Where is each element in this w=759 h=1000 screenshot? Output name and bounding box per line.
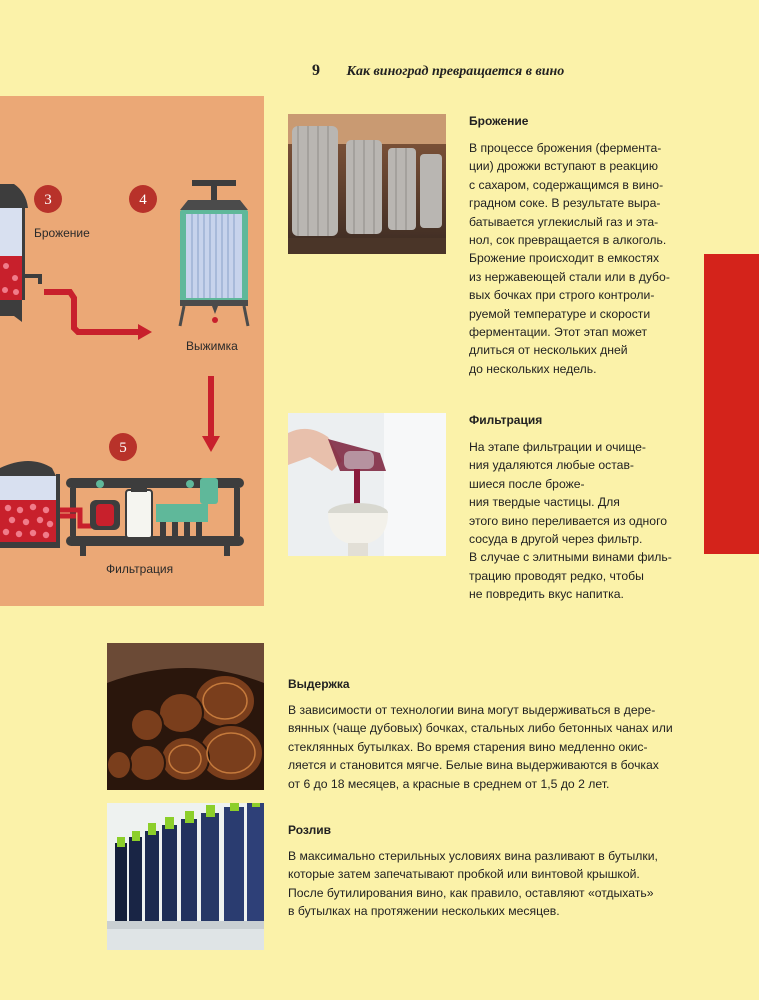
text-line: В максимально стерильных условиях вина разливают в бутылки, <box>288 849 658 863</box>
text-line: вых бочках при строго контроли- <box>469 288 655 303</box>
section-body-bottling <box>288 847 658 921</box>
wine-barrels-photo <box>107 643 264 790</box>
text-line: от 6 до 18 месяцев, а красные в среднем от 1,5 до 2 лет. <box>288 776 610 791</box>
step-5-label: Фильтрация <box>106 562 174 576</box>
text-line: ния удаляются любые остав- <box>469 458 634 473</box>
section-body-aging <box>288 701 673 793</box>
text-line: В случае с элитными винами филь- <box>469 550 672 565</box>
text-line: После бутилирования вино, как правило, оставляют «отдыхать» <box>288 885 654 900</box>
text-line: руемой температуре и скорости <box>469 306 651 321</box>
page-header <box>312 62 564 80</box>
text-line: Брожение происходит в емкостях <box>469 251 660 266</box>
text-line: до нескольких недель. <box>469 361 597 376</box>
text-line: из нержавеющей стали или в дубо- <box>469 269 670 284</box>
wine-press-icon <box>180 180 248 326</box>
section-title-filtration: Фильтрация <box>469 413 543 427</box>
text-line: с сахаром, содержащимся в вино- <box>469 177 664 192</box>
section-title-aging: Выдержка <box>288 677 350 691</box>
text-line: ферментации. Этот этап может <box>469 325 648 340</box>
text-line: батывается углекислый газ и эта- <box>469 214 659 229</box>
text-line: в бутылках на протяжении нескольких месяцев. <box>288 904 560 919</box>
text-line: длиться от нескольких дней <box>469 343 628 358</box>
storage-tank-icon <box>0 461 60 548</box>
filter-machine-icon <box>60 478 244 556</box>
text-line: ния твердые частицы. Для <box>469 495 620 510</box>
pouring-wine-photo <box>288 413 446 556</box>
step-4-number: 4 <box>139 192 147 208</box>
section-body-fermentation <box>469 139 670 378</box>
text-line: градном соке. В результате выра- <box>469 196 661 211</box>
bottling-line-photo <box>107 803 264 950</box>
chapter-tab-marker <box>704 254 759 554</box>
text-line: В процессе брожения (фермента- <box>469 141 662 155</box>
text-line: трацию проводят редко, чтобы <box>469 568 644 583</box>
text-line: которые затем запечатывают пробкой или винтовой крышкой. <box>288 867 640 882</box>
pipe-arrow-icon <box>44 292 138 332</box>
text-line: не повредить вкус напитка. <box>469 587 624 602</box>
text-line: вянных (чаще дубовых) бочках, стальных либо бетонных чанах или <box>288 721 673 736</box>
text-line: ции) дрожжи вступают в реакцию <box>469 159 658 174</box>
step-3-label: Брожение <box>34 226 90 240</box>
text-line: нол, сок превращается в алкоголь. <box>469 233 667 248</box>
text-line: ляется и становится мягче. Белые вина выдерживаются в бочках <box>288 758 659 773</box>
step-4-label: Выжимка <box>186 339 238 353</box>
text-line: этого вино переливается из одного <box>469 513 668 528</box>
text-line: сосуда в другой через фильтр. <box>469 532 643 547</box>
page-number: 9 <box>312 62 320 79</box>
section-title-fermentation: Брожение <box>469 114 529 128</box>
section-body-filtration <box>469 438 672 604</box>
text-line: На этапе фильтрации и очище- <box>469 440 646 454</box>
text-line: стеклянных бутылках. Во время старения вино медленно окис- <box>288 739 648 754</box>
text-line: шиеся после броже- <box>469 476 585 491</box>
down-arrow-icon <box>202 376 220 452</box>
fermentation-tanks-photo <box>288 114 446 254</box>
text-line: В зависимости от технологии вина могут выдерживаться в дере- <box>288 703 656 717</box>
step-5-number: 5 <box>119 440 127 456</box>
step-3-number: 3 <box>44 192 52 208</box>
process-illustration <box>0 96 264 606</box>
chapter-title: Как виноград превращается в вино <box>346 64 565 79</box>
section-title-bottling: Розлив <box>288 823 332 837</box>
